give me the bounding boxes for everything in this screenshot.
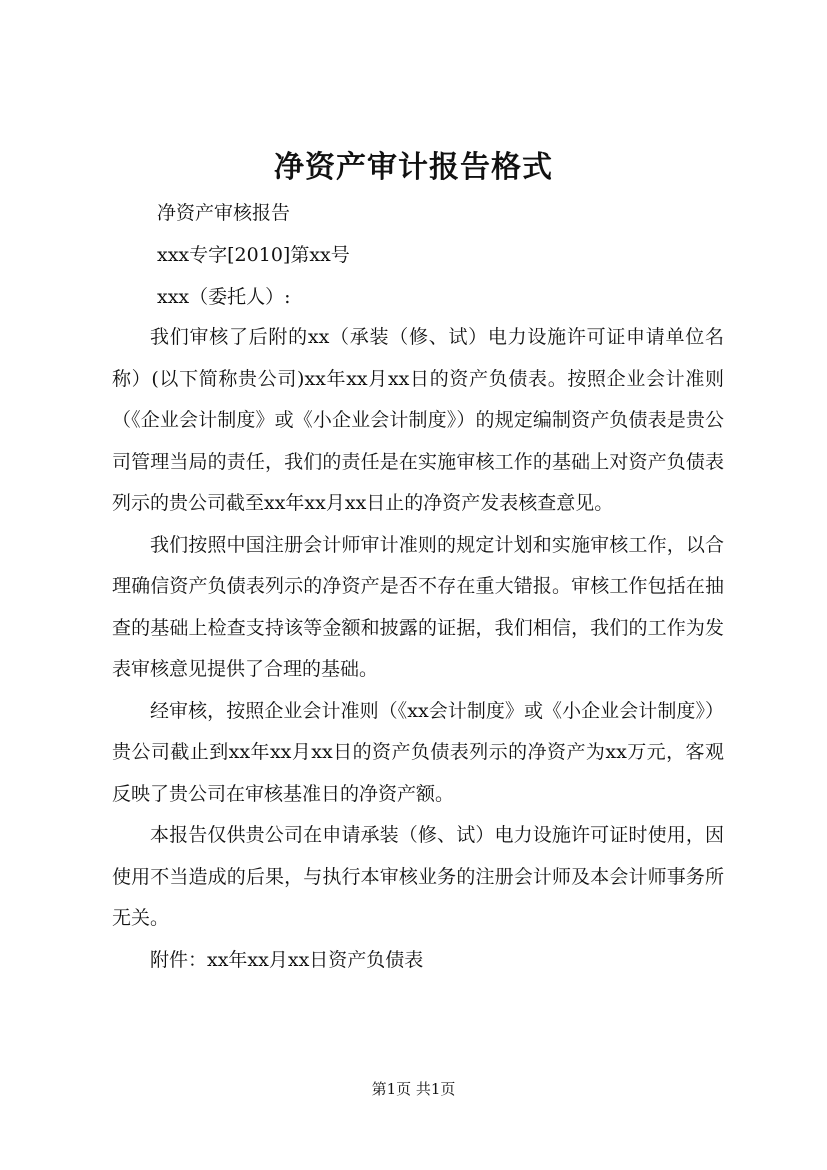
paragraph-procedure: 我们按照中国注册会计师审计准则的规定计划和实施审核工作，以合理确信资产负债表列示的净资产是否不存在重大错报。审核工作包括在抽查的基础上检查支持该等金额和披露的证据，我们相信，我们的工作为发表审核意见提供了合理的基础。 (112, 533, 724, 680)
page-footer: 第1页 共1页 (371, 1080, 456, 1098)
reference-number: xxx专字[2010]第xx号 (157, 244, 350, 266)
report-subtitle: 净资产审核报告 (157, 202, 291, 224)
report-body (112, 317, 724, 981)
paragraph-scope: 我们审核了后附的xx（承装（修、试）电力设施许可证申请单位名称）(以下简称贵公司)xx年xx月xx日的资产负债表。按照企业会计准则（《企业会计制度》或《小企业会计制度》）的规定编制资产负债表是贵公司管理当局的责任，我们的责任是在实施审核工作的基础上对资产负债表列示的贵公司截至xx年xx月xx日止的净资产发表核查意见。 (112, 326, 724, 514)
document-title: 净资产审计报告格式 (274, 150, 553, 185)
paragraph-opinion: 经审核，按照企业会计准则（《xx会计制度》或《小企业会计制度》）贵公司截止到xx年xx月xx日的资产负债表列示的净资产为xx万元，客观反映了贵公司在审核基准日的净资产额。 (112, 699, 724, 805)
addressee-line: xxx（委托人）: (157, 286, 291, 308)
paragraph-usage: 本报告仅供贵公司在申请承装（修、试）电力设施许可证时使用，因使用不当造成的后果，与执行本审核业务的注册会计师及本会计师事务所无关。 (112, 824, 724, 929)
attachment-line: 附件：xx年xx月xx日资产负债表 (150, 948, 424, 971)
